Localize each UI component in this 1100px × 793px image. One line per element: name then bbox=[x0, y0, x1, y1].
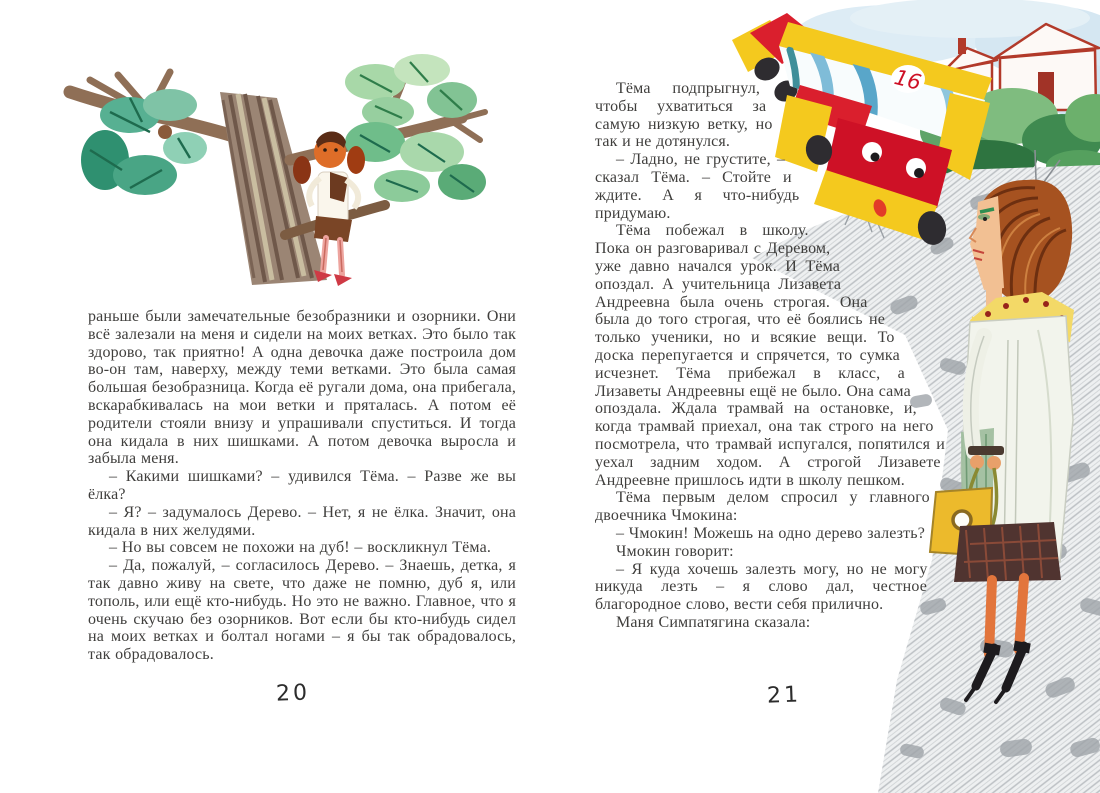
page-number-left: 20 bbox=[275, 680, 311, 707]
paragraph: Тёма подпрыгнул, чтобы ухватиться за самую низкую ветку, но так и не дотянулся. bbox=[595, 80, 773, 151]
paragraph: – Чмокин! Можешь на одно дерево залезть? bbox=[616, 524, 925, 542]
paragraph: – Но вы совсем не похожи на дуб! – воскликнул Тёма. bbox=[109, 539, 491, 557]
paragraph: – Ладно, не грустите, – сказал Тёма. – Стойте и ждите. А я что-нибудь придумаю. bbox=[595, 151, 800, 222]
paragraph: раньше были замечательные безобразники и озорники. Они всё залезали на меня и сидели на моих ветках. Это было так здорово, так приятно! А одна девочка даже построила дом во-он там, наверху, между теми ветками. Это была самая большая безобразница. Когда её ругали дома, она прибегала, вскарабкивалась на мои ветки и пряталась. А потом её родители стояли внизу и упрашивали спуститься. И тогда она кидала в них шишками. А потом девочка выросла и забыла меня. bbox=[88, 308, 516, 468]
paragraph: Тёма побежал в школу. Пока он разговаривал с Деревом, уже давно начался урок. И Тёма опоздал. А учительница Лизавета Андреевна была очень строгая. Она была до того строгая, что её боялись не только ученики, но и всякие вещи. То доска перепугается и спрячется, то сумка исчезнет. Тёма прибежал в класс, а Лизаветы Андреевны ещё не было. Она сама опоздала. Ждала трамвай на остановке, и, когда трамвай приехал, она так строго на него посмотрела, что трамвай испугался, попятился и уехал задним ходом. А строгой Лизавете Андреевне пришлось идти в школу пешком. bbox=[595, 222, 945, 489]
tree-with-girl-illustration bbox=[30, 20, 510, 310]
paragraph: – Какими шишками? – удивился Тёма. – Разве же вы ёлка? bbox=[88, 468, 516, 503]
tram-route-number: 16 bbox=[891, 65, 924, 95]
paragraph: – Я? – задумалось Дерево. – Нет, я не ёлка. Значит, она кидала в них желудями. bbox=[88, 503, 516, 539]
paragraph: – Да, пожалуй, – согласилось Дерево. – Знаешь, детка, я так давно живу на свете, что даже не помню, дуб я, или тополь, или ещё кто-нибудь. Но это не важно. Главное, что я очень скучаю без озорников. Вот если бы кто-нибудь сидел на моих ветках и болтал ногами – я бы так обрадовалось, так обрадовалось. bbox=[88, 557, 516, 664]
paragraph: Тёма первым делом спросил у главного двоечника Чмокина: bbox=[595, 489, 930, 525]
paragraph: Чмокин говорит: bbox=[616, 542, 734, 560]
right-page-text bbox=[595, 80, 956, 665]
paragraph: Маня Симпатягина сказала: bbox=[616, 613, 811, 631]
upper-right-leaves bbox=[345, 54, 477, 127]
paragraph: – Я куда хочешь залезть могу, но не могу никуда лезть – я слово дал, честное благородное слово, вести себя прилично. bbox=[595, 560, 928, 614]
page-number-right: 21 bbox=[766, 682, 802, 709]
left-page-text bbox=[88, 308, 516, 664]
